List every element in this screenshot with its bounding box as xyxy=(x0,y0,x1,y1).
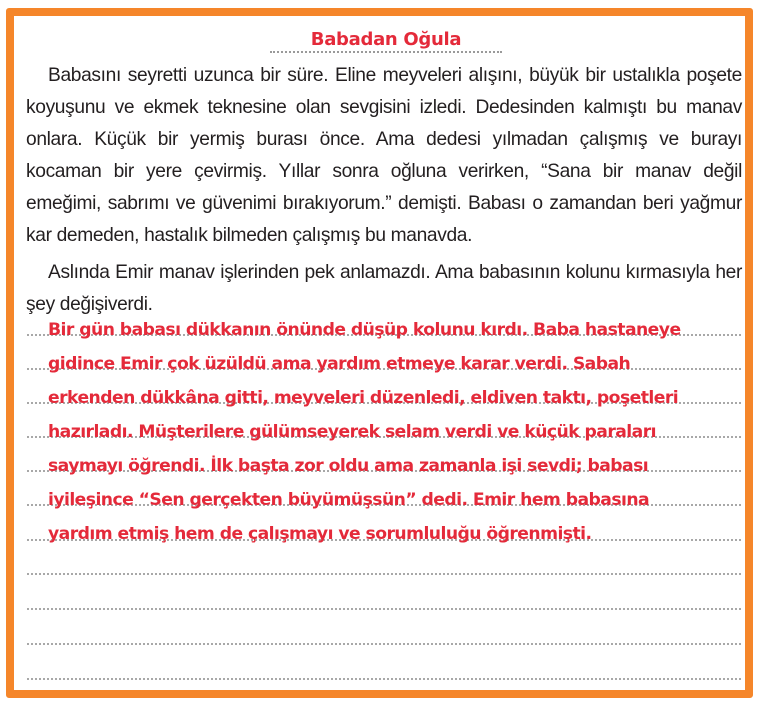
writing-line-9[interactable] xyxy=(27,608,741,610)
writing-line-11[interactable] xyxy=(27,678,741,680)
answer-line-5: saymayı öğrendi. İlk başta zor oldu ama zamanla işi sevdi; babası xyxy=(48,456,649,476)
story-title: Babadan Oğula xyxy=(310,29,462,50)
handwritten-answer xyxy=(48,313,738,551)
answer-line-6: iyileşince “Sen gerçekten büyümüşsün” dedi. Emir hem babasına xyxy=(48,490,650,510)
title-underline xyxy=(270,51,502,53)
story-paragraph-2: Aslında Emir manav işlerinden pek anlamazdı. Ama babasının kolunu kırmasıyla her şey değişiverdi. xyxy=(26,262,742,315)
writing-line-10[interactable] xyxy=(27,643,741,645)
answer-line-7: yardım etmiş hem de çalışmayı ve sorumluluğu öğrenmişti. xyxy=(48,524,592,544)
answer-line-1: Bir gün babası dükkanın önünde düşüp kolunu kırdı. Baba hastaneye xyxy=(48,320,681,340)
answer-line-3: erkenden dükkâna gitti, meyveleri düzenledi, eldiven taktı, poşetleri xyxy=(48,388,679,408)
writing-line-8[interactable] xyxy=(27,573,741,575)
answer-line-2: gidince Emir çok üzüldü ama yardım etmeye karar verdi. Sabah xyxy=(48,354,631,374)
answer-line-4: hazırladı. Müşterilere gülümseyerek selam verdi ve küçük paraları xyxy=(48,422,656,442)
story-paragraph-1: Babasını seyretti uzunca bir süre. Eline meyveleri alışını, büyük bir ustalıkla poşete koyuşunu ve ekmek teknesine olan sevgisini izledi. Dedesinden kalmıştı bu manav onlara. Küçük bir yermiş burası önce. Ama dedesi yılmadan çalışmış ve burayı kocaman bir yere çevirmiş. Yıllar sonra oğluna verirken, “Sana bir manav değil emeğimi, sabrımı ve güvenimi bırakıyorum.” demişti. Babası o zamandan beri yağmur kar demeden, hastalık bilmeden çalışmış bu manavda. xyxy=(26,65,742,246)
story-text xyxy=(26,60,742,321)
